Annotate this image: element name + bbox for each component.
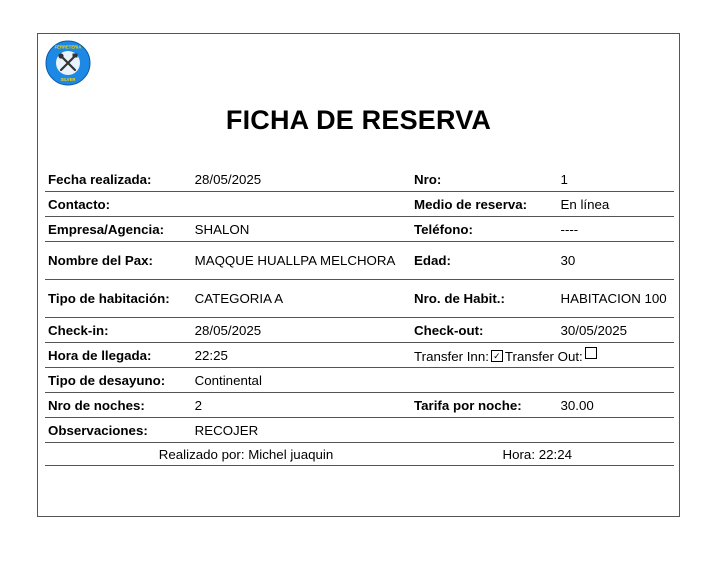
table-row — [45, 393, 674, 418]
noches-value: 2 — [192, 393, 411, 418]
fecha-realizada-value: 28/05/2025 — [192, 167, 411, 192]
tarifa-value: 30.00 — [558, 393, 674, 418]
svg-text:FERRETERIA: FERRETERIA — [54, 44, 82, 50]
hora-label: Hora: — [502, 446, 536, 462]
noches-label: Nro de noches: — [45, 393, 192, 418]
reservation-sheet — [37, 33, 680, 517]
tipo-habitacion-value: CATEGORIA A — [192, 280, 411, 318]
table-row — [45, 318, 674, 343]
realizado-por-cell — [45, 443, 411, 466]
observaciones-value: RECOJER — [192, 418, 411, 443]
table-row — [45, 343, 674, 368]
ferreteria-logo — [45, 40, 91, 86]
nro-label: Nro: — [411, 167, 557, 192]
checkin-label: Check-in: — [45, 318, 192, 343]
transfer-inn-checkbox[interactable]: ✓ — [491, 350, 503, 362]
edad-label: Edad: — [411, 242, 557, 280]
hora-cell — [411, 443, 674, 466]
fecha-realizada-label: Fecha realizada: — [45, 167, 192, 192]
edad-value: 30 — [558, 242, 674, 280]
hora-value: 22:24 — [538, 446, 572, 462]
table-row — [45, 368, 674, 393]
realizado-por-value: Michel juaquin — [248, 446, 334, 462]
nombre-pax-value: MAQQUE HUALLPA MELCHORA — [192, 242, 411, 280]
table-row — [45, 217, 674, 242]
hora-llegada-value: 22:25 — [192, 343, 411, 368]
transfer-cell — [411, 343, 674, 368]
desayuno-value: Continental — [192, 368, 411, 393]
checkout-value: 30/05/2025 — [558, 318, 674, 343]
reservation-table — [45, 167, 674, 466]
nro-habit-label: Nro. de Habit.: — [411, 280, 557, 318]
empresa-value: SHALON — [192, 217, 411, 242]
checkout-label: Check-out: — [411, 318, 557, 343]
footer-row — [45, 443, 674, 466]
document-title: FICHA DE RESERVA — [225, 105, 492, 135]
realizado-por-label: Realizado por: — [158, 446, 245, 462]
telefono-value: ---- — [558, 217, 674, 242]
table-row — [45, 167, 674, 192]
transfer-out-label: Transfer Out: — [504, 348, 583, 364]
table-row — [45, 280, 674, 318]
transfer-inn-label: Transfer Inn: — [414, 348, 489, 364]
hora-llegada-label: Hora de llegada: — [45, 343, 192, 368]
contacto-label: Contacto: — [45, 192, 192, 217]
desayuno-label: Tipo de desayuno: — [45, 368, 192, 393]
transfer-out-checkbox[interactable] — [585, 347, 597, 359]
observaciones-label: Observaciones: — [45, 418, 192, 443]
telefono-label: Teléfono: — [411, 217, 557, 242]
checkin-value: 28/05/2025 — [192, 318, 411, 343]
empresa-label: Empresa/Agencia: — [45, 217, 192, 242]
medio-reserva-value: En línea — [558, 192, 674, 217]
table-row — [45, 418, 674, 443]
medio-reserva-label: Medio de reserva: — [411, 192, 557, 217]
tarifa-label: Tarifa por noche: — [411, 393, 557, 418]
table-row — [45, 242, 674, 280]
tipo-habitacion-label: Tipo de habitación: — [45, 280, 192, 318]
svg-text:SILVER: SILVER — [60, 77, 76, 82]
nro-value: 1 — [558, 167, 674, 192]
contacto-value — [192, 192, 411, 217]
table-row — [45, 192, 674, 217]
nro-habit-value: HABITACION 100 — [558, 280, 674, 318]
nombre-pax-label: Nombre del Pax: — [45, 242, 192, 280]
